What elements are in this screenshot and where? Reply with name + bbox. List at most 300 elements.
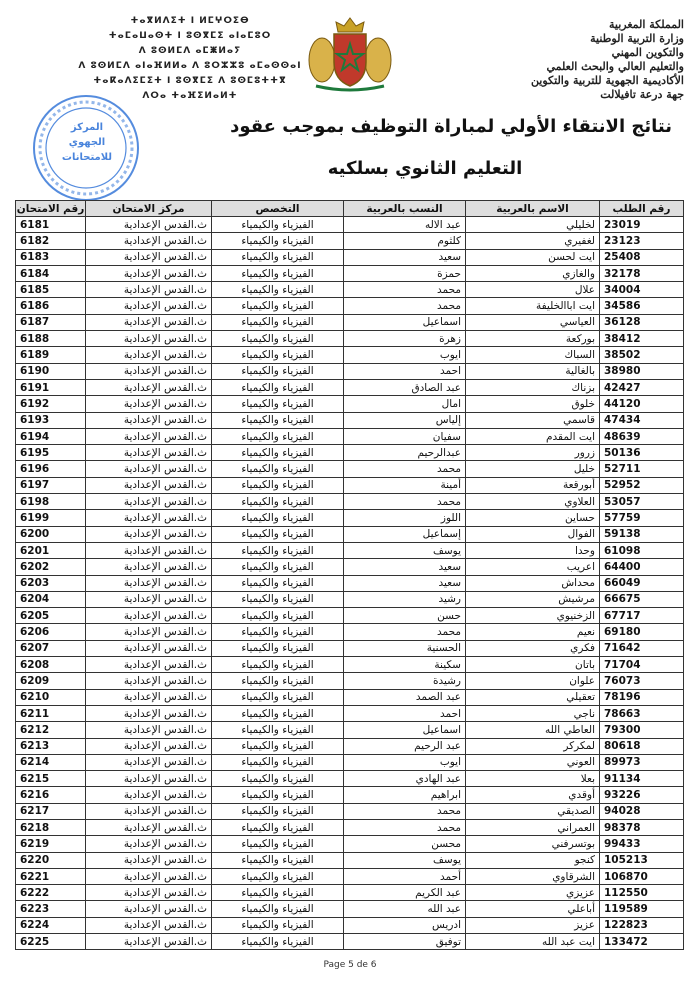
exam-center-cell: ث.القدس الإعدادية xyxy=(86,510,212,526)
application-number-cell: 80618 xyxy=(600,738,684,754)
specialty-cell: الفيزياء والكيمياء xyxy=(212,461,344,477)
first-name-cell: زرور xyxy=(466,445,600,461)
exam-number-cell: 6183 xyxy=(16,249,86,265)
application-number-cell: 106870 xyxy=(600,868,684,884)
exam-number-cell: 6193 xyxy=(16,412,86,428)
exam-number-cell: 6216 xyxy=(16,787,86,803)
specialty-cell: الفيزياء والكيمياء xyxy=(212,868,344,884)
amazigh-header xyxy=(40,14,340,104)
exam-center-cell: ث.القدس الإعدادية xyxy=(86,331,212,347)
exam-number-cell: 6204 xyxy=(16,591,86,607)
first-name-cell: محداش xyxy=(466,575,600,591)
specialty-cell: الفيزياء والكيمياء xyxy=(212,379,344,395)
table-row xyxy=(16,542,684,558)
application-number-cell: 99433 xyxy=(600,836,684,852)
exam-number-cell: 6194 xyxy=(16,428,86,444)
exam-number-cell: 6182 xyxy=(16,233,86,249)
last-name-cell: اللوز xyxy=(344,510,466,526)
specialty-cell: الفيزياء والكيمياء xyxy=(212,510,344,526)
header-exam-number: رقم الامتحان xyxy=(16,202,85,215)
exam-center-cell: ث.القدس الإعدادية xyxy=(86,396,212,412)
specialty-cell: الفيزياء والكيمياء xyxy=(212,331,344,347)
table-row xyxy=(16,689,684,705)
exam-center-cell: ث.القدس الإعدادية xyxy=(86,379,212,395)
first-name-cell: بوتسرفني xyxy=(466,836,600,852)
first-name-cell: علال xyxy=(466,282,600,298)
last-name-cell: عبد الكريم xyxy=(344,885,466,901)
first-name-cell: لخليلي xyxy=(466,217,600,233)
last-name-cell: محمد xyxy=(344,624,466,640)
application-number-cell: 25408 xyxy=(600,249,684,265)
first-name-cell: العياسي xyxy=(466,314,600,330)
table-row xyxy=(16,868,684,884)
header-exam-center: مركز الامتحان xyxy=(86,201,212,217)
specialty-cell: الفيزياء والكيمياء xyxy=(212,363,344,379)
exam-center-cell: ث.القدس الإعدادية xyxy=(86,314,212,330)
exam-center-cell: ث.القدس الإعدادية xyxy=(86,689,212,705)
first-name-cell: لمكركر xyxy=(466,738,600,754)
specialty-cell: الفيزياء والكيمياء xyxy=(212,233,344,249)
header-last-name: النسب بالعربية xyxy=(344,201,466,217)
exam-number-cell: 6190 xyxy=(16,363,86,379)
exam-number-cell: 6217 xyxy=(16,803,86,819)
exam-center-cell: ث.القدس الإعدادية xyxy=(86,363,212,379)
first-name-cell: والغازي xyxy=(466,265,600,281)
exam-center-cell: ث.القدس الإعدادية xyxy=(86,477,212,493)
table-row xyxy=(16,428,684,444)
exam-number-cell: 6209 xyxy=(16,673,86,689)
first-name-cell: علوان xyxy=(466,673,600,689)
exam-center-cell: ث.القدس الإعدادية xyxy=(86,526,212,542)
exam-center-cell: ث.القدس الإعدادية xyxy=(86,591,212,607)
amazigh-line: ⵜⴰⴽⴰⴷⵉⵎⵉⵜ ⵏ ⵓⵙⴳⵎⵉ ⴷ ⵓⵙⵎⵓⵜⵜⴳ xyxy=(93,76,287,86)
table-row xyxy=(16,559,684,575)
exam-number-cell: 6191 xyxy=(16,379,86,395)
application-number-cell: 36128 xyxy=(600,314,684,330)
exam-center-cell: ث.القدس الإعدادية xyxy=(86,852,212,868)
application-number-cell: 133472 xyxy=(600,934,684,950)
application-number-cell: 122823 xyxy=(600,917,684,933)
table-row xyxy=(16,608,684,624)
specialty-cell: الفيزياء والكيمياء xyxy=(212,265,344,281)
exam-number-cell: 6205 xyxy=(16,608,86,624)
application-number-cell: 61098 xyxy=(600,542,684,558)
exam-number-cell: 6221 xyxy=(16,868,86,884)
last-name-cell: ادريس xyxy=(344,917,466,933)
exam-center-cell: ث.القدس الإعدادية xyxy=(86,624,212,640)
ministry-line: المملكة المغربية xyxy=(609,18,684,31)
last-name-cell: محمد xyxy=(344,298,466,314)
table-row xyxy=(16,738,684,754)
application-number-cell: 98378 xyxy=(600,819,684,835)
exam-center-cell: ث.القدس الإعدادية xyxy=(86,885,212,901)
last-name-cell: عبد الهادي xyxy=(344,771,466,787)
first-name-cell: ايت المقدم xyxy=(466,428,600,444)
application-number-cell: 52711 xyxy=(600,461,684,477)
specialty-cell: الفيزياء والكيمياء xyxy=(212,477,344,493)
specialty-cell: الفيزياء والكيمياء xyxy=(212,689,344,705)
exam-center-cell: ث.القدس الإعدادية xyxy=(86,428,212,444)
application-number-cell: 112550 xyxy=(600,885,684,901)
exam-number-cell: 6207 xyxy=(16,640,86,656)
first-name-cell: خليل xyxy=(466,461,600,477)
table-row xyxy=(16,591,684,607)
specialty-cell: الفيزياء والكيمياء xyxy=(212,803,344,819)
application-number-cell: 91134 xyxy=(600,771,684,787)
application-number-cell: 47434 xyxy=(600,412,684,428)
first-name-cell: عزيزي xyxy=(466,885,600,901)
application-number-cell: 23019 xyxy=(600,217,684,233)
last-name-cell: ايوب xyxy=(344,347,466,363)
specialty-cell: الفيزياء والكيمياء xyxy=(212,901,344,917)
first-name-cell: كنجو xyxy=(466,852,600,868)
application-number-cell: 66049 xyxy=(600,575,684,591)
last-name-cell: توفيق xyxy=(344,934,466,950)
exam-number-cell: 6212 xyxy=(16,722,86,738)
exam-number-cell: 6192 xyxy=(16,396,86,412)
exam-number-cell: 6188 xyxy=(16,331,86,347)
ministry-header xyxy=(414,18,684,102)
table-row xyxy=(16,901,684,917)
specialty-cell: الفيزياء والكيمياء xyxy=(212,738,344,754)
exam-center-cell: ث.القدس الإعدادية xyxy=(86,657,212,673)
application-number-cell: 67717 xyxy=(600,608,684,624)
exam-number-cell: 6200 xyxy=(16,526,86,542)
first-name-cell: العلاوي xyxy=(466,494,600,510)
exam-center-cell: ث.القدس الإعدادية xyxy=(86,673,212,689)
application-number-cell: 79300 xyxy=(600,722,684,738)
specialty-cell: الفيزياء والكيمياء xyxy=(212,428,344,444)
header-application-number: رقم الطلب xyxy=(600,201,684,217)
exam-number-cell: 6181 xyxy=(16,217,86,233)
specialty-cell: الفيزياء والكيمياء xyxy=(212,722,344,738)
exam-number-cell: 6195 xyxy=(16,445,86,461)
first-name-cell: ايت لحسن xyxy=(466,249,600,265)
specialty-cell: الفيزياء والكيمياء xyxy=(212,591,344,607)
table-row xyxy=(16,934,684,950)
specialty-cell: الفيزياء والكيمياء xyxy=(212,917,344,933)
table-row xyxy=(16,396,684,412)
specialty-cell: الفيزياء والكيمياء xyxy=(212,526,344,542)
table-row xyxy=(16,754,684,770)
specialty-cell: الفيزياء والكيمياء xyxy=(212,298,344,314)
stamp-line: المركز xyxy=(70,122,104,133)
application-number-cell: 34004 xyxy=(600,282,684,298)
first-name-cell: العمراني xyxy=(466,819,600,835)
exam-number-cell: 6197 xyxy=(16,477,86,493)
amazigh-line: ⴷ ⵓⵙⵍⵎⴷ ⴰⵎⵥⵍⴰⵢ xyxy=(138,46,242,56)
exam-number-cell: 6220 xyxy=(16,852,86,868)
table-header-row xyxy=(16,201,684,217)
first-name-cell: لغفيري xyxy=(466,233,600,249)
ministry-line: الأكاديمية الجهوية للتربية والتكوين xyxy=(530,74,684,87)
last-name-cell: عبد الصمد xyxy=(344,689,466,705)
exam-number-cell: 6187 xyxy=(16,314,86,330)
last-name-cell: ابراهيم xyxy=(344,787,466,803)
royal-emblem-icon xyxy=(306,14,394,92)
exam-number-cell: 6224 xyxy=(16,917,86,933)
table-row xyxy=(16,852,684,868)
first-name-cell: بوركعة xyxy=(466,331,600,347)
specialty-cell: الفيزياء والكيمياء xyxy=(212,624,344,640)
exam-number-cell: 6185 xyxy=(16,282,86,298)
table-row xyxy=(16,494,684,510)
specialty-cell: الفيزياء والكيمياء xyxy=(212,282,344,298)
last-name-cell: محمد xyxy=(344,494,466,510)
table-row xyxy=(16,526,684,542)
table-row xyxy=(16,233,684,249)
last-name-cell: حسن xyxy=(344,608,466,624)
exam-number-cell: 6186 xyxy=(16,298,86,314)
specialty-cell: الفيزياء والكيمياء xyxy=(212,934,344,950)
exam-center-cell: ث.القدس الإعدادية xyxy=(86,494,212,510)
last-name-cell: عبدالرحيم xyxy=(344,445,466,461)
last-name-cell: محمد xyxy=(344,803,466,819)
table-row xyxy=(16,624,684,640)
application-number-cell: 53057 xyxy=(600,494,684,510)
first-name-cell: أوقدي xyxy=(466,787,600,803)
table-row xyxy=(16,265,684,281)
application-number-cell: 34586 xyxy=(600,298,684,314)
exam-center-cell: ث.القدس الإعدادية xyxy=(86,640,212,656)
results-table xyxy=(15,200,684,950)
specialty-cell: الفيزياء والكيمياء xyxy=(212,754,344,770)
application-number-cell: 23123 xyxy=(600,233,684,249)
table-row xyxy=(16,640,684,656)
exam-center-cell: ث.القدس الإعدادية xyxy=(86,836,212,852)
application-number-cell: 71642 xyxy=(600,640,684,656)
first-name-cell: باتان xyxy=(466,657,600,673)
table-row xyxy=(16,379,684,395)
specialty-cell: الفيزياء والكيمياء xyxy=(212,347,344,363)
exam-center-cell: ث.القدس الإعدادية xyxy=(86,787,212,803)
exam-center-cell: ث.القدس الإعدادية xyxy=(86,559,212,575)
application-number-cell: 71704 xyxy=(600,657,684,673)
table-row xyxy=(16,803,684,819)
table-row xyxy=(16,217,684,233)
header-specialty: التخصص xyxy=(212,201,344,217)
last-name-cell: زهرة xyxy=(344,331,466,347)
table-row xyxy=(16,657,684,673)
exam-center-cell: ث.القدس الإعدادية xyxy=(86,819,212,835)
application-number-cell: 78196 xyxy=(600,689,684,705)
table-row xyxy=(16,787,684,803)
first-name-cell: ناجي xyxy=(466,705,600,721)
amazigh-line: ⵜⴰⵎⴰⵡⴰⵙⵜ ⵏ ⵓⵙⴳⵎⵉ ⴰⵏⴰⵎⵓⵔ xyxy=(108,31,272,41)
table-row xyxy=(16,412,684,428)
application-number-cell: 119589 xyxy=(600,901,684,917)
last-name-cell: إلياس xyxy=(344,412,466,428)
exam-number-cell: 6219 xyxy=(16,836,86,852)
specialty-cell: الفيزياء والكيمياء xyxy=(212,673,344,689)
last-name-cell: محمد xyxy=(344,819,466,835)
table-row xyxy=(16,885,684,901)
first-name-cell: خلوق xyxy=(466,396,600,412)
last-name-cell: محسن xyxy=(344,836,466,852)
last-name-cell: سفيان xyxy=(344,428,466,444)
application-number-cell: 38502 xyxy=(600,347,684,363)
last-name-cell: اسماعيل xyxy=(344,722,466,738)
first-name-cell: اعريب xyxy=(466,559,600,575)
ministry-line: وزارة التربية الوطنية xyxy=(590,32,684,45)
first-name-cell: أباعلي xyxy=(466,901,600,917)
last-name-cell: يوسف xyxy=(344,542,466,558)
first-name-cell: نعيم xyxy=(466,624,600,640)
application-number-cell: 66675 xyxy=(600,591,684,607)
first-name-cell: فكري xyxy=(466,640,600,656)
exam-center-cell: ث.القدس الإعدادية xyxy=(86,249,212,265)
exam-center-cell: ث.القدس الإعدادية xyxy=(86,233,212,249)
specialty-cell: الفيزياء والكيمياء xyxy=(212,640,344,656)
specialty-cell: الفيزياء والكيمياء xyxy=(212,575,344,591)
specialty-cell: الفيزياء والكيمياء xyxy=(212,787,344,803)
first-name-cell: تعقيلي xyxy=(466,689,600,705)
last-name-cell: رشيدة xyxy=(344,673,466,689)
exam-center-cell: ث.القدس الإعدادية xyxy=(86,347,212,363)
specialty-cell: الفيزياء والكيمياء xyxy=(212,412,344,428)
exam-number-cell: 6210 xyxy=(16,689,86,705)
exam-center-cell: ث.القدس الإعدادية xyxy=(86,542,212,558)
first-name-cell: أبورقعة xyxy=(466,477,600,493)
specialty-cell: الفيزياء والكيمياء xyxy=(212,445,344,461)
application-number-cell: 64400 xyxy=(600,559,684,575)
exam-center-cell: ث.القدس الإعدادية xyxy=(86,575,212,591)
specialty-cell: الفيزياء والكيمياء xyxy=(212,885,344,901)
application-number-cell: 105213 xyxy=(600,852,684,868)
exam-center-cell: ث.القدس الإعدادية xyxy=(86,461,212,477)
exam-number-cell: 6222 xyxy=(16,885,86,901)
specialty-cell: الفيزياء والكيمياء xyxy=(212,705,344,721)
exam-number-cell: 6218 xyxy=(16,819,86,835)
specialty-cell: الفيزياء والكيمياء xyxy=(212,836,344,852)
table-row xyxy=(16,331,684,347)
table-row xyxy=(16,510,684,526)
application-number-cell: 59138 xyxy=(600,526,684,542)
table-row xyxy=(16,819,684,835)
table-row xyxy=(16,363,684,379)
first-name-cell: عزيز xyxy=(466,917,600,933)
exam-center-cell: ث.القدس الإعدادية xyxy=(86,265,212,281)
application-number-cell: 48639 xyxy=(600,428,684,444)
last-name-cell: محمد xyxy=(344,461,466,477)
ministry-line: والتكوين المهني xyxy=(611,46,684,59)
specialty-cell: الفيزياء والكيمياء xyxy=(212,396,344,412)
application-number-cell: 50136 xyxy=(600,445,684,461)
specialty-cell: الفيزياء والكيمياء xyxy=(212,542,344,558)
application-number-cell: 94028 xyxy=(600,803,684,819)
last-name-cell: عبد الله xyxy=(344,901,466,917)
last-name-cell: احمد xyxy=(344,363,466,379)
last-name-cell: سعيد xyxy=(344,559,466,575)
ministry-line: جهة درعة تافيلالت xyxy=(600,88,684,101)
exam-center-cell: ث.القدس الإعدادية xyxy=(86,608,212,624)
table-row xyxy=(16,477,684,493)
exam-center-cell: ث.القدس الإعدادية xyxy=(86,934,212,950)
exam-center-cell: ث.القدس الإعدادية xyxy=(86,298,212,314)
last-name-cell: ايوب xyxy=(344,754,466,770)
specialty-cell: الفيزياء والكيمياء xyxy=(212,494,344,510)
exam-number-cell: 6214 xyxy=(16,754,86,770)
amazigh-line: ⴷ ⵓⵙⵍⵎⴷ ⴰⵏⴰⴼⵍⵍⴰ ⴷ ⵓⵔⵣⵣⵓ ⴰⵎⴰⵙⵙⴰⵏ xyxy=(78,61,302,71)
application-number-cell: 42427 xyxy=(600,379,684,395)
last-name-cell: الحسنية xyxy=(344,640,466,656)
application-number-cell: 38980 xyxy=(600,363,684,379)
last-name-cell: أمينة xyxy=(344,477,466,493)
last-name-cell: امال xyxy=(344,396,466,412)
specialty-cell: الفيزياء والكيمياء xyxy=(212,771,344,787)
first-name-cell: بعلا xyxy=(466,771,600,787)
exam-center-cell: ث.القدس الإعدادية xyxy=(86,868,212,884)
table-row xyxy=(16,673,684,689)
exam-number-cell: 6215 xyxy=(16,771,86,787)
table-row xyxy=(16,771,684,787)
last-name-cell: كلثوم xyxy=(344,233,466,249)
exam-number-cell: 6223 xyxy=(16,901,86,917)
first-name-cell: قاسمي xyxy=(466,412,600,428)
exam-center-cell: ث.القدس الإعدادية xyxy=(86,705,212,721)
last-name-cell: حمزة xyxy=(344,265,466,281)
first-name-cell: حساين xyxy=(466,510,600,526)
amazigh-line: ⵜⴰⴳⵍⴷⵉⵜ ⵏ ⵍⵎⵖⵔⵉⴱ xyxy=(130,16,250,26)
table-row xyxy=(16,722,684,738)
application-number-cell: 38412 xyxy=(600,331,684,347)
last-name-cell: رشيد xyxy=(344,591,466,607)
exam-center-cell: ث.القدس الإعدادية xyxy=(86,412,212,428)
last-name-cell: سكينة xyxy=(344,657,466,673)
table-row xyxy=(16,461,684,477)
application-number-cell: 69180 xyxy=(600,624,684,640)
table-row xyxy=(16,249,684,265)
first-name-cell: الصديقي xyxy=(466,803,600,819)
last-name-cell: محمد xyxy=(344,282,466,298)
first-name-cell: بزناك xyxy=(466,379,600,395)
first-name-cell: العاطي الله xyxy=(466,722,600,738)
stamp-text xyxy=(52,120,122,165)
exam-center-cell: ث.القدس الإعدادية xyxy=(86,901,212,917)
exam-center-cell: ث.القدس الإعدادية xyxy=(86,445,212,461)
last-name-cell: سعيد xyxy=(344,575,466,591)
first-name-cell: الفوال xyxy=(466,526,600,542)
exam-center-cell: ث.القدس الإعدادية xyxy=(86,722,212,738)
table-row xyxy=(16,445,684,461)
specialty-cell: الفيزياء والكيمياء xyxy=(212,657,344,673)
exam-number-cell: 6206 xyxy=(16,624,86,640)
page-title: نتائج الانتقاء الأولي لمباراة التوظيف بموجب عقود xyxy=(230,116,672,137)
exam-center-cell: ث.القدس الإعدادية xyxy=(86,754,212,770)
header-first-name: الاسم بالعربية xyxy=(466,201,600,217)
table-row xyxy=(16,314,684,330)
first-name-cell: بالغالية xyxy=(466,363,600,379)
first-name-cell: ايت اباالخليفة xyxy=(466,298,600,314)
last-name-cell: يوسف xyxy=(344,852,466,868)
application-number-cell: 93226 xyxy=(600,787,684,803)
last-name-cell: سعيد xyxy=(344,249,466,265)
specialty-cell: الفيزياء والكيمياء xyxy=(212,314,344,330)
specialty-cell: الفيزياء والكيمياء xyxy=(212,249,344,265)
application-number-cell: 76073 xyxy=(600,673,684,689)
exam-number-cell: 6184 xyxy=(16,265,86,281)
exam-center-cell: ث.القدس الإعدادية xyxy=(86,917,212,933)
exam-number-cell: 6201 xyxy=(16,542,86,558)
table-row xyxy=(16,917,684,933)
table-row xyxy=(16,282,684,298)
last-name-cell: إسماعيل xyxy=(344,526,466,542)
first-name-cell: الزخنيوي xyxy=(466,608,600,624)
application-number-cell: 57759 xyxy=(600,510,684,526)
page-subtitle: التعليم الثانوي بسلكيه xyxy=(327,158,523,179)
exam-number-cell: 6198 xyxy=(16,494,86,510)
exam-number-cell: 6211 xyxy=(16,705,86,721)
